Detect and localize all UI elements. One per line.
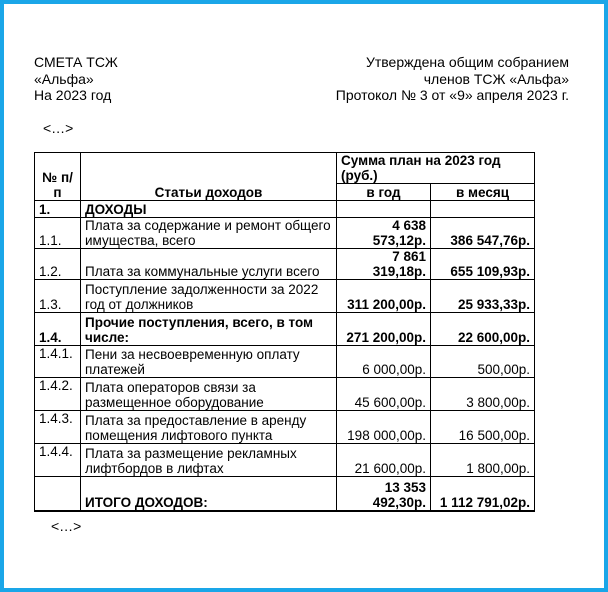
row-month-value: 386 547,76р. (431, 218, 535, 249)
row-number: 1.4.1. (35, 346, 81, 378)
total-year-value: 13 353 492,30р. (337, 477, 431, 511)
table-row (35, 313, 535, 346)
row-month-value: 16 500,00р. (431, 411, 535, 444)
row-number: 1.1. (35, 218, 81, 249)
approval-line: Утверждена общим собранием (365, 54, 569, 70)
row-title: Поступление задолженности за 2022 год от должников (81, 280, 337, 313)
organization-name: «Альфа» (34, 70, 94, 87)
row-number: 1.3. (35, 280, 81, 313)
row-year-value: 45 600,00р. (337, 378, 431, 411)
table-row (35, 249, 535, 280)
table-row (35, 280, 535, 313)
row-month-value: 22 600,00р. (431, 313, 535, 346)
table-row (35, 218, 535, 249)
row-title: ДОХОДЫ (81, 201, 337, 218)
row-title: Плата за содержание и ремонт общего имущества, всего (81, 218, 337, 249)
row-year-value: 311 200,00р. (337, 280, 431, 313)
row-title: Плата за предоставление в аренду помещения лифтового пункта (81, 411, 337, 444)
estimate-year: На 2023 год (34, 87, 112, 103)
total-title: ИТОГО ДОХОДОВ: (81, 477, 337, 511)
total-row (35, 477, 535, 511)
row-month-value (431, 201, 535, 218)
row-month-value: 1 800,00р. (431, 444, 535, 477)
row-year-value: 21 600,00р. (337, 444, 431, 477)
row-number: 1. (35, 201, 81, 218)
approval-members: членов ТСЖ «Альфа» (423, 70, 569, 87)
row-month-value: 500,00р. (431, 346, 535, 378)
row-month-value: 25 933,33р. (431, 280, 535, 313)
row-number: 1.4.2. (35, 378, 81, 411)
row-number: 1.4.3. (35, 411, 81, 444)
col-number-header: № п/п (35, 153, 81, 201)
row-title: Плата операторов связи за размещенное оборудование (81, 378, 337, 411)
col-year-header: в год (337, 184, 431, 201)
row-title: Прочие поступления, всего, в том числе: (81, 313, 337, 346)
total-number (35, 477, 81, 511)
col-item-header: Статьи доходов (81, 153, 337, 201)
table-row (35, 201, 535, 218)
row-title: Плата за размещение рекламных лифтбордов в лифтах (81, 444, 337, 477)
table-row (35, 378, 535, 411)
row-year-value: 6 000,00р. (337, 346, 431, 378)
col-month-header: в месяц (431, 184, 535, 201)
total-month-value: 1 112 791,02р. (431, 477, 535, 511)
row-year-value (337, 201, 431, 218)
row-year-value: 4 638 573,12р. (337, 218, 431, 249)
table-row (35, 444, 535, 477)
row-month-value: 3 800,00р. (431, 378, 535, 411)
row-title: Плата за коммунальные услуги всего (81, 249, 337, 280)
row-title: Пени за несвоевременную оплату платежей (81, 346, 337, 378)
row-number: 1.4. (35, 313, 81, 346)
omission-mark-top: <…> (43, 120, 74, 136)
estimate-title-block (34, 54, 118, 104)
approval-block (336, 54, 569, 104)
row-year-value: 7 861 319,18р. (337, 249, 431, 280)
row-number: 1.4.4. (35, 444, 81, 477)
table-row (35, 346, 535, 378)
estimate-title: СМЕТА ТСЖ (34, 54, 118, 70)
row-year-value: 271 200,00р. (337, 313, 431, 346)
col-sum-header: Сумма план на 2023 год (руб.) (337, 153, 535, 184)
row-year-value: 198 000,00р. (337, 411, 431, 444)
row-number: 1.2. (35, 249, 81, 280)
omission-mark-bottom: <…> (51, 518, 82, 534)
table-header-row (35, 153, 535, 184)
row-month-value: 655 109,93р. (431, 249, 535, 280)
approval-protocol: Протокол № 3 от «9» апреля 2023 г. (335, 87, 569, 103)
income-table (34, 152, 535, 512)
table-row (35, 411, 535, 444)
